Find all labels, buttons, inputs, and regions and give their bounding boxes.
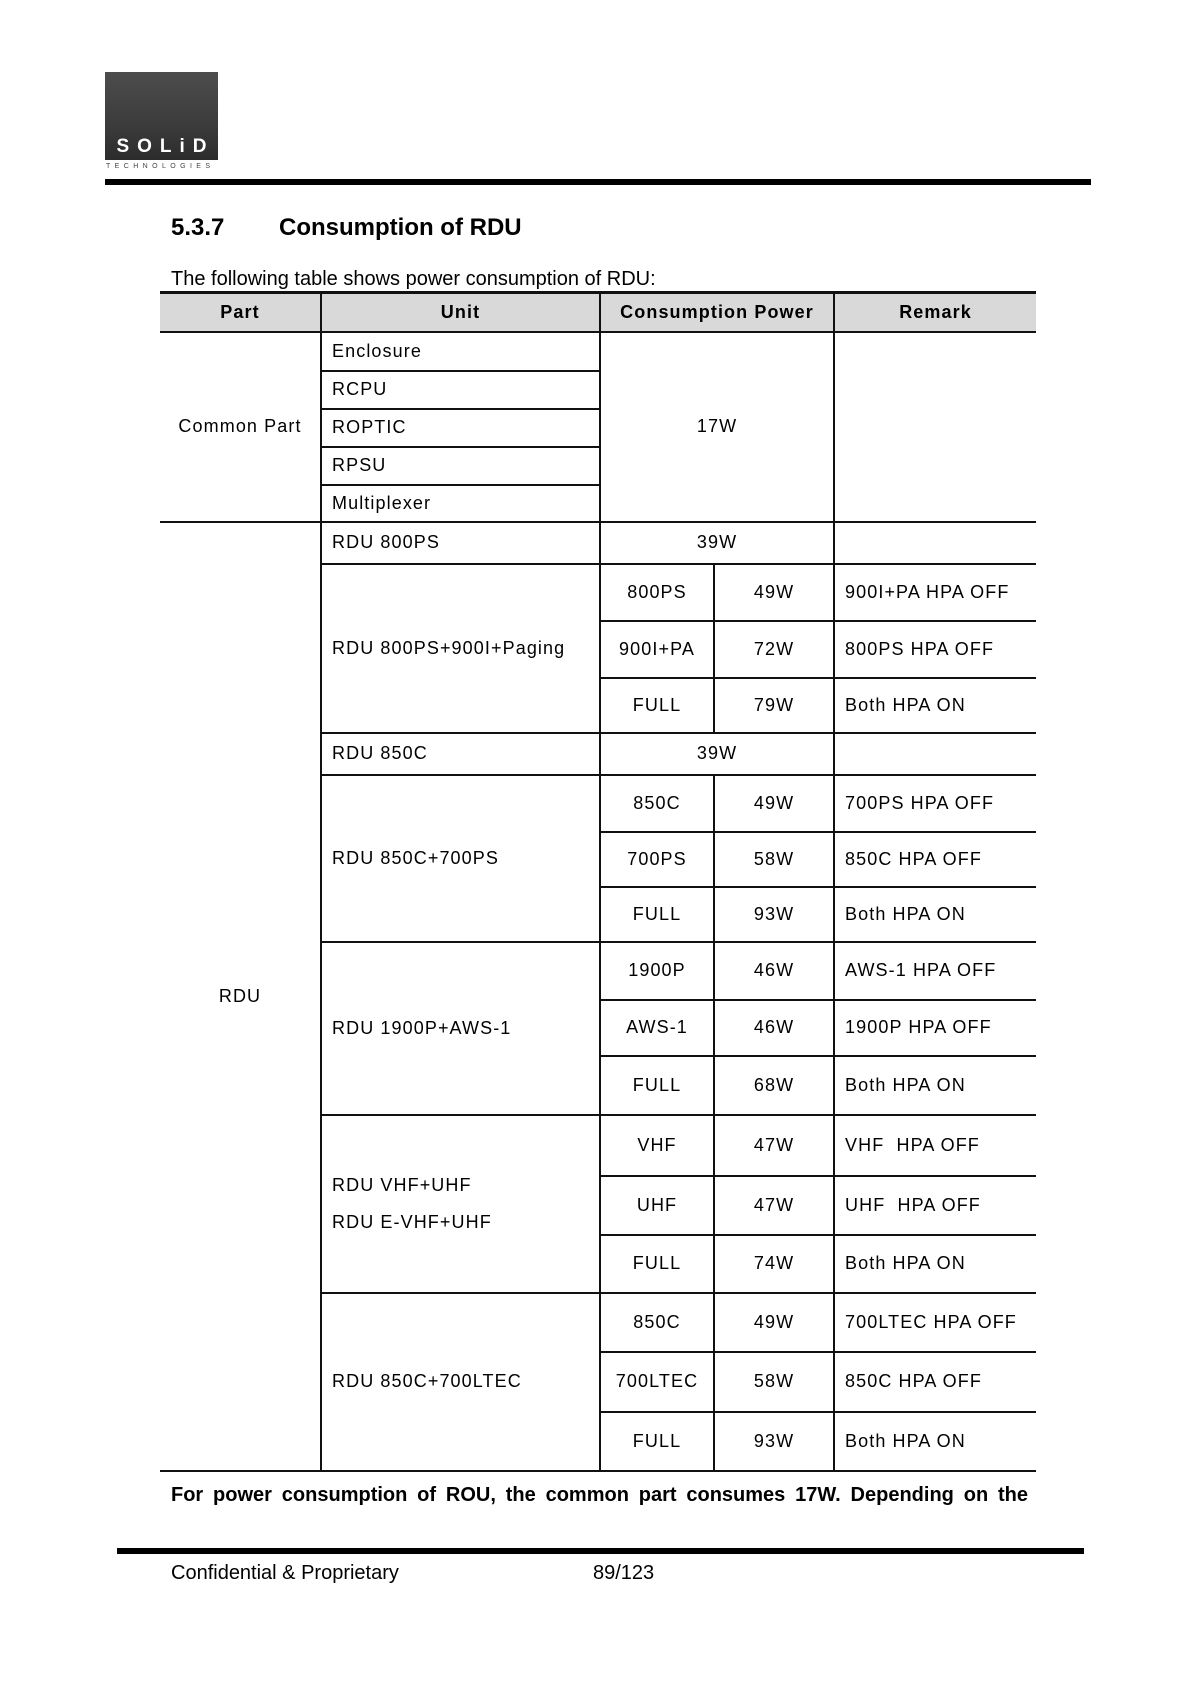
intro-text: The following table shows power consumption of RDU: (171, 268, 656, 290)
unit-cell: RDU 800PS+900I+Paging (321, 564, 600, 733)
power-cell: 93W (714, 1412, 834, 1471)
remark-cell: Both HPA ON (834, 1056, 1036, 1115)
remark-cell: Both HPA ON (834, 678, 1036, 733)
power-cell: 49W (714, 775, 834, 832)
power-cell: 79W (714, 678, 834, 733)
unit-cell: RDU 1900P+AWS-1 (321, 942, 600, 1115)
mode-cell: 800PS (600, 564, 714, 621)
rdu-power-consumption-table (160, 291, 1036, 1472)
power-cell: 58W (714, 1352, 834, 1412)
solid-logo (105, 72, 218, 170)
footer-confidential-label: Confidential & Proprietary (171, 1562, 399, 1584)
mode-cell: 850C (600, 775, 714, 832)
remark-cell (834, 522, 1036, 564)
mode-cell: FULL (600, 1412, 714, 1471)
mode-cell: 900I+PA (600, 621, 714, 678)
power-cell: 49W (714, 564, 834, 621)
remark-cell (834, 733, 1036, 775)
remark-cell: 700PS HPA OFF (834, 775, 1036, 832)
power-cell: 93W (714, 887, 834, 942)
mode-cell: FULL (600, 887, 714, 942)
unit-cell: Enclosure (321, 332, 600, 371)
power-cell: 17W (600, 332, 834, 522)
unit-cell: RDU 850C (321, 733, 600, 775)
remark-cell: Both HPA ON (834, 887, 1036, 942)
unit-cell: RDU 850C+700LTEC (321, 1293, 600, 1471)
power-cell: 68W (714, 1056, 834, 1115)
remark-cell: VHF HPA OFF (834, 1115, 1036, 1176)
power-cell: 47W (714, 1115, 834, 1176)
unit-cell (321, 1115, 600, 1293)
power-cell: 72W (714, 621, 834, 678)
unit-cell: RCPU (321, 371, 600, 409)
section-title: Consumption of RDU (279, 214, 522, 241)
part-cell: RDU (160, 522, 321, 1471)
remark-cell: Both HPA ON (834, 1235, 1036, 1293)
remark-cell: 850C HPA OFF (834, 1352, 1036, 1412)
column-header-consumption-power: Consumption Power (600, 293, 834, 332)
power-cell: 46W (714, 1000, 834, 1056)
remark-cell: 900I+PA HPA OFF (834, 564, 1036, 621)
power-cell: 47W (714, 1176, 834, 1235)
mode-cell: 700PS (600, 832, 714, 887)
remark-cell: 700LTEC HPA OFF (834, 1293, 1036, 1352)
footer-rule (117, 1548, 1084, 1554)
remark-cell: AWS-1 HPA OFF (834, 942, 1036, 1000)
unit-cell: RPSU (321, 447, 600, 485)
power-cell: 39W (600, 522, 834, 564)
power-cell: 39W (600, 733, 834, 775)
mode-cell: UHF (600, 1176, 714, 1235)
table-header-row (160, 293, 1036, 332)
power-cell: 58W (714, 832, 834, 887)
unit-line: RDU E-VHF+UHF (332, 1211, 492, 1232)
power-cell: 74W (714, 1235, 834, 1293)
header-rule (105, 179, 1091, 185)
remark-cell: 800PS HPA OFF (834, 621, 1036, 678)
table-row (160, 332, 1036, 371)
mode-cell: 700LTEC (600, 1352, 714, 1412)
remark-cell: Both HPA ON (834, 1412, 1036, 1471)
unit-cell: Multiplexer (321, 485, 600, 522)
logo-brand: SOLiD (116, 136, 215, 157)
column-header-remark: Remark (834, 293, 1036, 332)
remark-cell (834, 332, 1036, 522)
section-number: 5.3.7 (171, 214, 225, 241)
mode-cell: FULL (600, 678, 714, 733)
logo-tagline: TECHNOLOGIES (106, 163, 215, 170)
unit-cell: ROPTIC (321, 409, 600, 447)
unit-cell: RDU 850C+700PS (321, 775, 600, 942)
unit-line: RDU VHF+UHF (332, 1174, 472, 1195)
part-cell: Common Part (160, 332, 321, 522)
unit-cell: RDU 800PS (321, 522, 600, 564)
mode-cell: 850C (600, 1293, 714, 1352)
remark-cell: UHF HPA OFF (834, 1176, 1036, 1235)
remark-cell: 1900P HPA OFF (834, 1000, 1036, 1056)
table-row (160, 522, 1036, 564)
page-number: 89/123 (593, 1562, 655, 1584)
power-cell: 46W (714, 942, 834, 1000)
column-header-unit: Unit (321, 293, 600, 332)
mode-cell: VHF (600, 1115, 714, 1176)
continuation-paragraph: For power consumption of ROU, the common part consumes 17W. Depending on the (171, 1484, 1028, 1506)
remark-cell: 850C HPA OFF (834, 832, 1036, 887)
mode-cell: 1900P (600, 942, 714, 1000)
power-cell: 49W (714, 1293, 834, 1352)
mode-cell: FULL (600, 1235, 714, 1293)
mode-cell: FULL (600, 1056, 714, 1115)
column-header-part: Part (160, 293, 321, 332)
mode-cell: AWS-1 (600, 1000, 714, 1056)
